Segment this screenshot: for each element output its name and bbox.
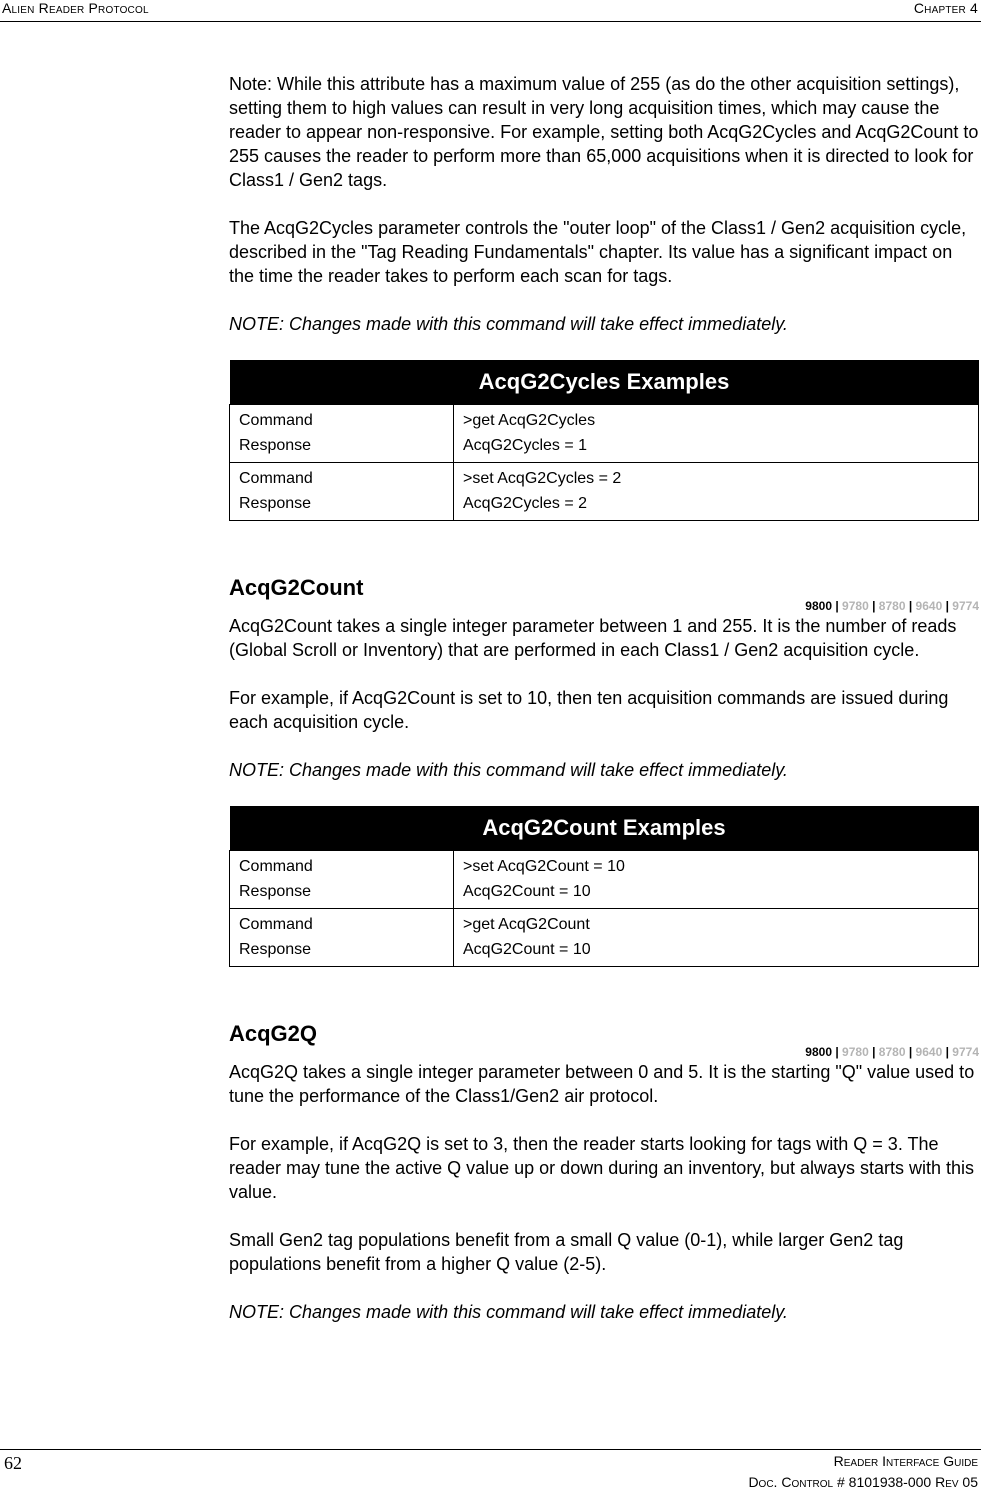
response-text: AcqG2Cycles = 2: [463, 495, 588, 512]
model-8780: 8780: [878, 599, 906, 613]
label-response: Response: [239, 883, 312, 900]
model-9774: 9774: [952, 1045, 979, 1059]
page-footer: [0, 1449, 981, 1490]
command-text: >get AcqG2Count: [463, 916, 590, 933]
model-separator: |: [908, 599, 913, 613]
model-separator: |: [872, 1045, 876, 1059]
model-separator: |: [835, 599, 839, 613]
header-chapter: Chapter 4: [913, 0, 978, 16]
row-labels: [230, 463, 454, 521]
intro-note: NOTE: Changes made with this command will take effect immediately.: [229, 314, 788, 334]
label-response: Response: [239, 941, 312, 958]
command-text: >set AcqG2Count = 10: [463, 858, 625, 875]
model-separator: |: [908, 1045, 913, 1059]
label-command: Command: [239, 470, 313, 487]
model-compatibility: [229, 1045, 979, 1059]
model-9640: 9640: [915, 599, 943, 613]
table-row: [230, 851, 979, 909]
model-separator: |: [945, 1045, 949, 1059]
count-paragraph-1: AcqG2Count takes a single integer parameter between 1 and 255. It is the number of reads (Global Scroll or Inventory) that are performed in each Class1 / Gen2 acquisition cycle.: [229, 616, 957, 660]
command-text: >get AcqG2Cycles: [463, 412, 596, 429]
label-command: Command: [239, 916, 313, 933]
model-9800: 9800: [805, 599, 832, 613]
acqg2q-section: [229, 1021, 979, 1324]
acqg2count-examples-table: [229, 806, 979, 967]
model-9780: 9780: [842, 1045, 869, 1059]
table-row: [230, 405, 979, 463]
count-paragraph-2: For example, if AcqG2Count is set to 10, then ten acquisition commands are issued during each acquisition cycle.: [229, 688, 949, 732]
q-note: NOTE: Changes made with this command will take effect immediately.: [229, 1302, 788, 1322]
intro-paragraph-2: The AcqG2Cycles parameter controls the "outer loop" of the Class1 / Gen2 acquisition cycle, described in the "Tag Reading Fundamentals" chapter. Its value has a significant impact on the time the reader takes to perform each scan for tags.: [229, 218, 967, 286]
response-text: AcqG2Count = 10: [463, 941, 591, 958]
response-text: AcqG2Cycles = 1: [463, 437, 588, 454]
section-title: AcqG2Q: [229, 1021, 318, 1046]
footer-doc-control: Doc. Control # 8101938-000 Rev 05: [748, 1474, 978, 1490]
model-separator: |: [872, 599, 876, 613]
response-text: AcqG2Count = 10: [463, 883, 591, 900]
footer-guide-title: Reader Interface Guide: [833, 1453, 978, 1469]
acqg2cycles-examples-table: [229, 360, 979, 521]
model-9800: 9800: [805, 1045, 832, 1059]
page-content: [229, 72, 979, 1348]
command-text: >set AcqG2Cycles = 2: [463, 470, 622, 487]
intro-paragraph-1: Note: While this attribute has a maximum value of 255 (as do the other acquisition settings), setting them to high values can result in very long acquisition times, which may cause the reader to appear non-responsive. For example, setting both AcqG2Cycles and AcqG2Count to 255 causes the reader to perform more than 65,000 acquisitions when it is directed to look for Class1 / Gen2 tags.: [229, 74, 979, 190]
row-values: [454, 463, 979, 521]
section-title: AcqG2Count: [229, 575, 364, 600]
header-doc-title: Alien Reader Protocol: [2, 0, 149, 16]
table-row: [230, 463, 979, 521]
label-response: Response: [239, 437, 312, 454]
model-8780: 8780: [878, 1045, 906, 1059]
table-title: AcqG2Cycles Examples: [230, 360, 979, 405]
model-9774: 9774: [952, 599, 979, 613]
row-labels: [230, 909, 454, 967]
q-paragraph-3: Small Gen2 tag populations benefit from a small Q value (0-1), while larger Gen2 tag populations benefit from a higher Q value (2-5).: [229, 1230, 904, 1274]
model-separator: |: [835, 1045, 839, 1059]
model-separator: |: [945, 599, 949, 613]
row-values: [454, 909, 979, 967]
row-values: [454, 851, 979, 909]
label-command: Command: [239, 858, 313, 875]
label-response: Response: [239, 495, 312, 512]
q-paragraph-1: AcqG2Q takes a single integer parameter between 0 and 5. It is the starting "Q" value used to tune the performance of the Class1/Gen2 air protocol.: [229, 1062, 975, 1106]
page-number: 62: [4, 1453, 22, 1473]
model-9780: 9780: [842, 599, 869, 613]
model-compatibility: [229, 599, 979, 613]
table-row: [230, 909, 979, 967]
q-paragraph-2: For example, if AcqG2Q is set to 3, then the reader starts looking for tags with Q = 3. The reader may tune the active Q value up or down during an inventory, but always starts with this value.: [229, 1134, 975, 1202]
table-title: AcqG2Count Examples: [230, 806, 979, 851]
acqg2count-section: [229, 575, 979, 782]
count-note: NOTE: Changes made with this command will take effect immediately.: [229, 760, 788, 780]
page-header: [0, 0, 981, 22]
row-labels: [230, 851, 454, 909]
row-values: [454, 405, 979, 463]
row-labels: [230, 405, 454, 463]
model-9640: 9640: [915, 1045, 943, 1059]
label-command: Command: [239, 412, 313, 429]
